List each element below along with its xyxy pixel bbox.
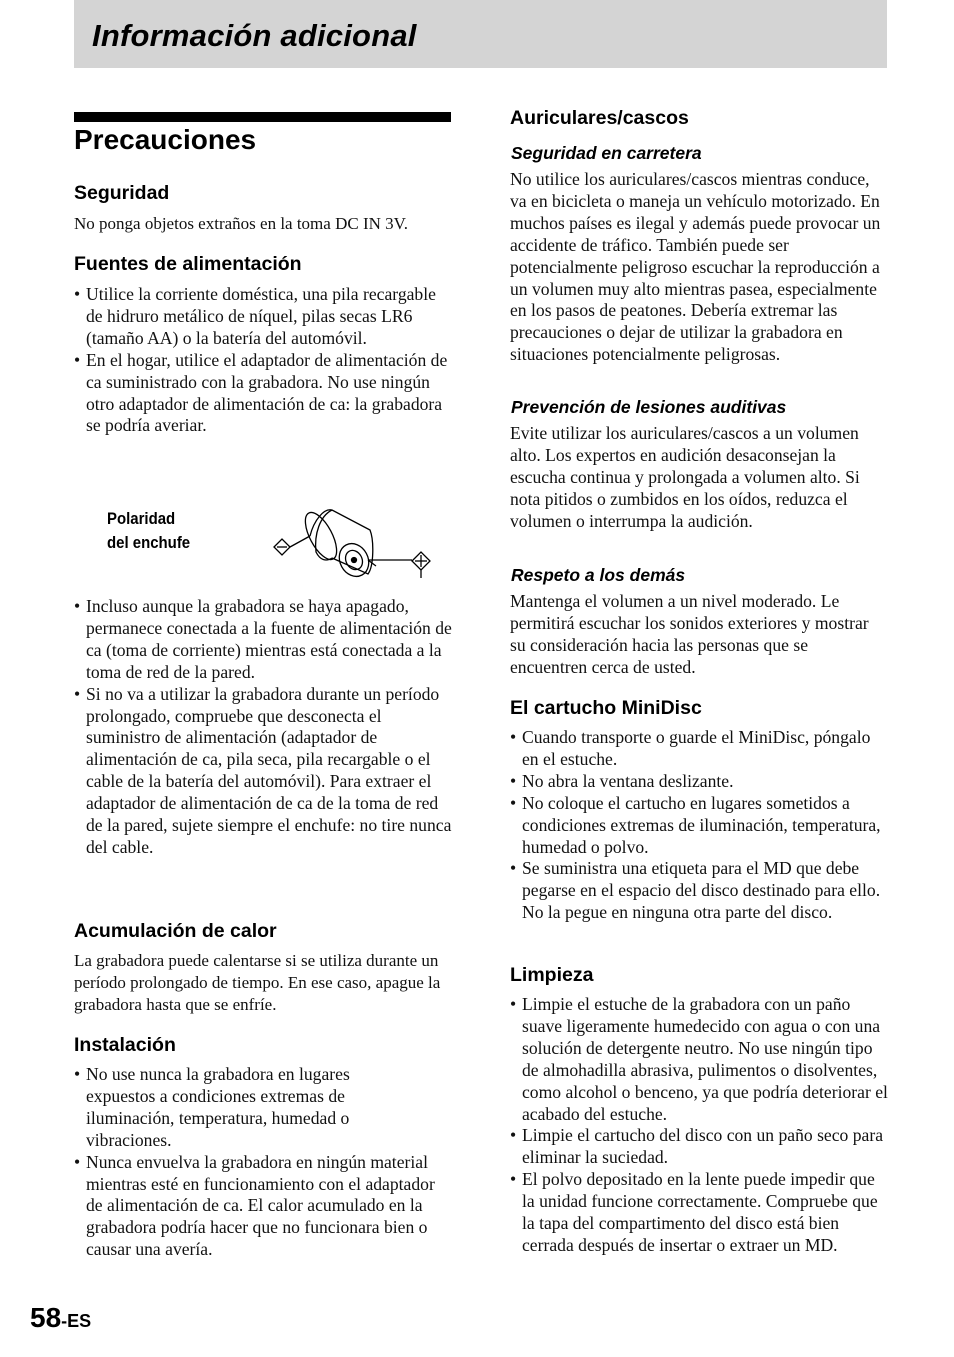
heading-lesiones: Prevención de lesiones auditivas — [511, 397, 787, 417]
list-item: • Limpie el estuche de la grabadora con un paño suave ligeramente humedecido con agua o con una solución de detergente neutro. No use ningún tipo de almohadilla abrasiva, pulimentos o disolventes, como alcohol o benceno, ya que podría deteriorar el acabado del estuche. — [510, 994, 888, 1125]
list-fuentes-1 — [74, 284, 450, 437]
list-item: • El polvo depositado en la lente puede impedir que la unidad funcione correctamente. Compruebe que la tapa del compartimento del disco está bien cerrada después de insertar o extraer un MD. — [510, 1169, 888, 1257]
section-header-bar — [74, 0, 887, 68]
plug-polarity-icon — [270, 500, 434, 580]
list-item: • Se suministra una etiqueta para el MD que debe pegarse en el espacio del disco destinado para ello. No la pegue en ninguna otra parte del disco. — [510, 858, 888, 924]
heading-auriculares: Auriculares/cascos — [510, 107, 689, 129]
list-minidisc — [510, 727, 888, 924]
heading-respeto: Respeto a los demás — [511, 565, 686, 585]
text-carretera: No utilice los auriculares/cascos mientras conduce, va en bicicleta o maneja un vehículo motorizado. En muchos países es ilegal y además puede provocar un accidente de tráfico. También puede ser potencialmente peligroso escuchar la reproducción a un volumen muy alto mientras pasea, especialmente en los pasos de peatones. Debería extremar las precauciones o dejar de utilizar la grabadora en situaciones potencialmente peligrosas. — [510, 169, 881, 365]
page-number — [30, 1302, 91, 1334]
list-fuentes-2 — [74, 596, 452, 859]
text-lesiones: Evite utilizar los auriculares/cascos a un volumen alto. Los expertos en audición desaconsejan la escucha continua y prolongada a volumen alto. Si nota pitidos o zumbidos en los oídos, reduzca el volumen o interrumpa la audición. — [510, 423, 860, 531]
heading-limpieza: Limpieza — [510, 964, 594, 986]
text-respeto: Mantenga el volumen a un nivel moderado. Le permitirá escuchar los sonidos exteriores y mostrar su consideración hacia las personas que se encuentren cerca de usted. — [510, 591, 869, 677]
list-item: • En el hogar, utilice el adaptador de alimentación de ca suministrado con la grabadora. No use ningún otro adaptador de alimentación de ca: la grabadora se podría averiar. — [74, 350, 450, 438]
page-number-suffix: -ES — [61, 1311, 92, 1331]
text-calor: La grabadora puede calentarse si se utiliza durante un período prolongado de tiempo. En ese caso, apague la grabadora hasta que se enfríe. — [74, 951, 441, 1014]
title-rule — [74, 112, 451, 122]
text-seguridad: No ponga objetos extraños en la toma DC IN 3V. — [74, 214, 408, 233]
list-item: • Nunca envuelva la grabadora en ningún material mientras esté en funcionamiento con el adaptador de alimentación de ca. El calor acumulado en la grabadora podría hacer que no funcionara bien o causar una avería. — [74, 1152, 450, 1262]
list-item: • No use nunca la grabadora en lugares expuestos a condiciones extremas de iluminación, temperatura, humedad o vibraciones. — [74, 1064, 396, 1152]
page-title: Precauciones — [74, 124, 257, 155]
heading-instalacion: Instalación — [74, 1034, 176, 1056]
list-instalacion — [74, 1064, 450, 1261]
heading-seguridad: Seguridad — [74, 182, 170, 204]
section-header-title: Información adicional — [92, 18, 417, 53]
list-item: • Si no va a utilizar la grabadora durante un período prolongado, compruebe que desconecta el suministro de alimentación (adaptador de alimentación de ca, pila seca, pila recargable o el cable de la batería del automóvil). Para extraer el adaptador de alimentación de ca de la toma de red de la pared, sujete siempre el enchufe: no tire nunca del cable. — [74, 684, 452, 859]
heading-carretera: Seguridad en carretera — [511, 143, 702, 163]
page-number-value: 58 — [30, 1302, 62, 1333]
list-item: • Incluso aunque la grabadora se haya apagado, permanece conectada a la fuente de alimentación de ca (toma de corriente) mientras está conectada a la toma de red de la pared. — [74, 596, 452, 684]
heading-calor: Acumulación de calor — [74, 920, 277, 942]
list-item: • Limpie el cartucho del disco con un paño seco para eliminar la suciedad. — [510, 1125, 888, 1169]
list-item: • No abra la ventana deslizante. — [510, 771, 888, 793]
list-item: • Cuando transporte o guarde el MiniDisc, póngalo en el estuche. — [510, 727, 888, 771]
plug-polarity-label: Polaridad del enchufe — [107, 509, 191, 552]
heading-fuentes: Fuentes de alimentación — [74, 253, 302, 275]
list-item: • Utilice la corriente doméstica, una pila recargable de hidruro metálico de níquel, pilas secas LR6 (tamaño AA) o la batería del automóvil. — [74, 284, 450, 350]
list-item: • No coloque el cartucho en lugares sometidos a condiciones extremas de iluminación, temperatura, humedad o polvo. — [510, 793, 888, 859]
list-limpieza — [510, 994, 888, 1257]
heading-minidisc: El cartucho MiniDisc — [510, 697, 702, 719]
